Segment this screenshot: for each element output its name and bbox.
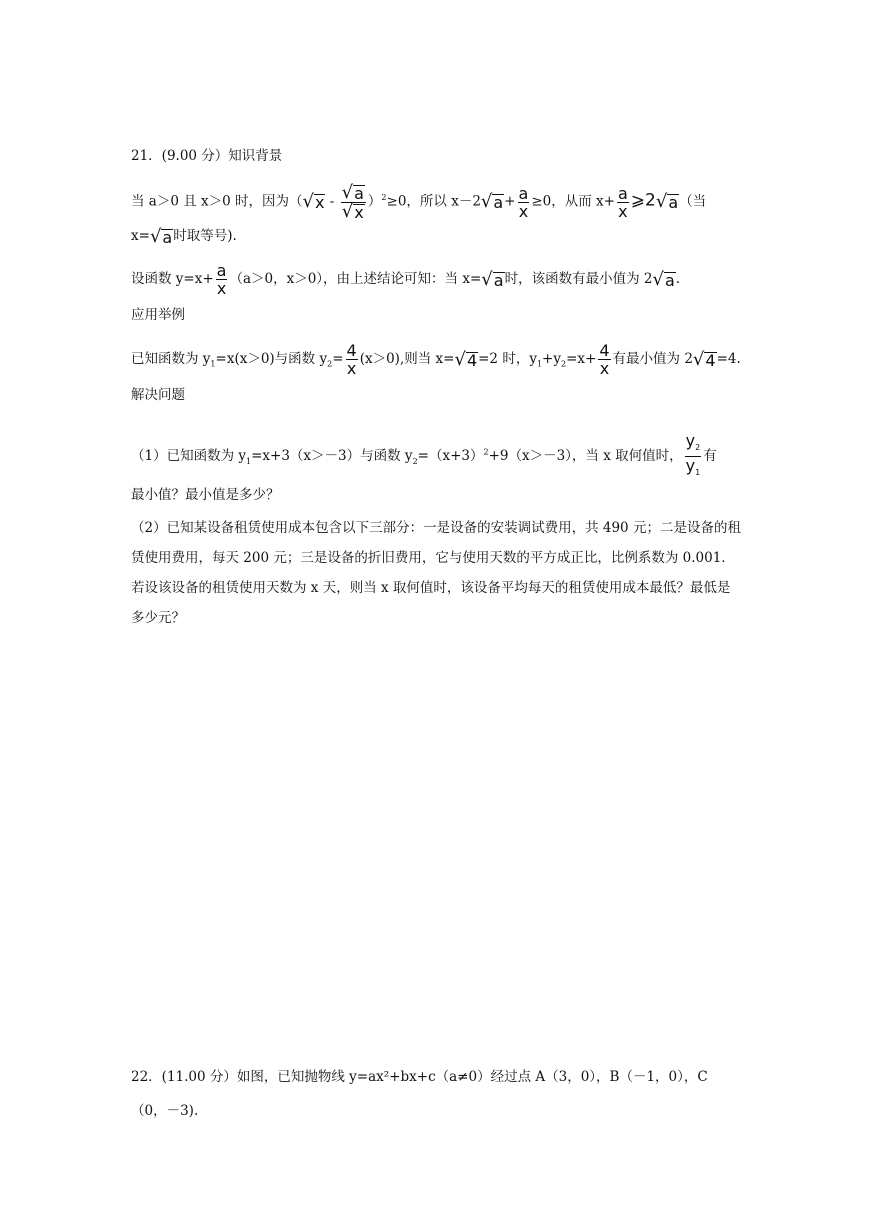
q21-background-line: 当 a＞0 且 x＞0 时，因为（ √ x - √ a √ x ）$^2$≥0，所以 x－2 √ a + $\frac{a}{x}$ ≥0，从而 x+ $\frac{a}{x}$ ⩾2 √ a （当 [131,181,707,222]
problem-2: （2）已知某设备租赁使用成本包含以下三部分：一是设备的安装调试费用，共 490 元；二是设备的租赁使用费用，每天 200 元；三是设备的折旧费用，它与使用天数的平方成正比，比例系数为 0.001．若设该设备的租赁使用天数为 x 天，则当 x 取何值时，该设备平均每天的租赁使用成本最低？最低是多少元？ [131,520,741,626]
problem-1-line-2: 最小值？最小值是多少？ [131,487,280,503]
fraction-y2-over-y1: $\frac{y_2}{y_1}$ [685,431,701,478]
fraction-sqrt-a-over-sqrt-x: √ a √ x [341,181,364,222]
fraction-4-over-x: $\frac{4}{x}$ [346,341,357,378]
q22-line-2: （0，－3). [131,1103,199,1119]
fraction-a-over-x: $\frac{a}{x}$ [617,183,628,221]
example-title: 应用举例 [131,307,185,323]
problem-1-line: （1）已知函数为 $y_1=x+3(x>-3)$与函数 $y_2=(x+3)^2+9(x>-3)$，当 x 取何值时， $\frac{y_2}{y_1}$ 有 [131,432,717,481]
q21-function-line: 设函数 y=x+ $\frac{a}{x}$ （a＞0，x＞0），由上述结论可知：当 x= √ a 时，该函数有最小值为 2 √ a . [131,261,681,298]
q21-equality-line: x= √ a 时取等号). [131,225,237,247]
q21-header: 21．(9.00 分）知识背景 [131,148,283,164]
fraction-a-over-x: $\frac{a}{x}$ [216,261,227,298]
solve-title: 解决问题 [131,387,185,403]
sqrt-x: √ x [302,191,325,212]
q22-line-1: 22．(11.00 分）如图，已知抛物线 y=ax²+bx+c（a≠0）经过点 A（3，0），B（－1，0），C [131,1069,708,1085]
fraction-a-over-x: $\frac{a}{x}$ [518,183,529,221]
fraction-4-over-x: $\frac{4}{x}$ [599,341,610,378]
example-line: 已知函数为 $y_1=x(x>0)$与函数 $y_2=$ $\frac{4}{x}$ (x＞0),则当 x= √ 4 =2 时，$y_1+y_2=x+$ $\frac{4}{x}$ 有最小值为 2 √ 4 =4. [131,341,741,378]
